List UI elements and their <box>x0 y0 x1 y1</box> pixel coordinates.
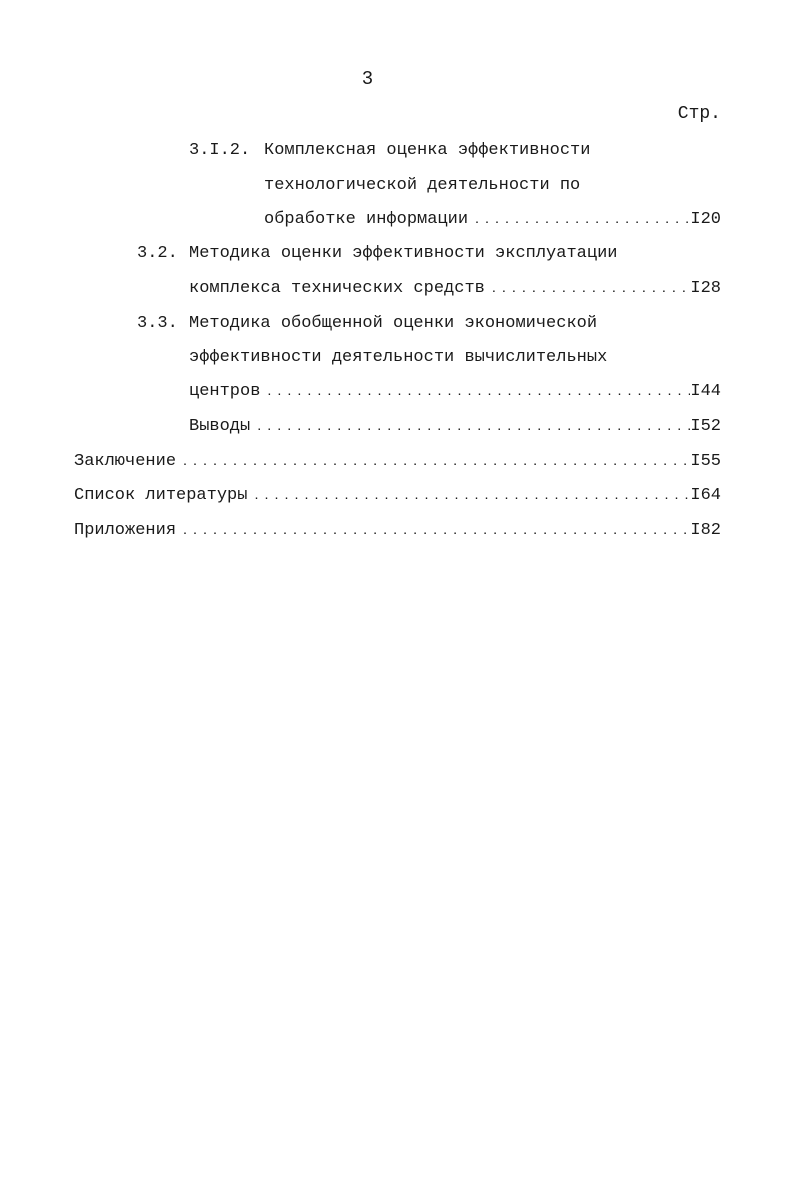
toc-entry-title-line: обработке информации <box>264 210 469 229</box>
toc-entry-title-line: Комплексная оценка эффективности <box>264 141 591 160</box>
toc-entry-title-line: Заключение <box>74 452 177 471</box>
toc-entry-page: I82 <box>690 521 721 540</box>
page-column-label: Стр. <box>677 104 721 124</box>
toc-entry-number: 3.I.2. <box>189 141 251 160</box>
toc-entry-leader-line <box>264 209 721 231</box>
toc-entry-page: I44 <box>690 382 721 401</box>
toc-entry-conclusions-chapter[interactable] <box>189 416 721 438</box>
toc-entry-title-line: Приложения <box>74 521 177 540</box>
dot-leader <box>176 451 690 473</box>
toc-entry-title-line: Методика обобщенной оценки экономической <box>189 314 598 333</box>
dot-leader <box>176 520 690 542</box>
dot-leader <box>485 278 691 300</box>
dot-leader <box>260 381 690 403</box>
toc-entry-page: I64 <box>690 486 721 505</box>
toc-entry-leader-line <box>189 278 721 300</box>
toc-entry-title-line: Методика оценки эффективности эксплуатации <box>189 244 618 263</box>
toc-entry-conclusion[interactable] <box>74 451 721 473</box>
toc-entry-bibliography[interactable] <box>74 485 721 507</box>
toc-entry-appendices[interactable] <box>74 520 721 542</box>
toc-entry-page: I28 <box>690 279 721 298</box>
toc-entry-title-line: технологической деятельности по <box>264 176 581 195</box>
dot-leader <box>247 485 690 507</box>
toc-entry-leader-line <box>189 381 721 403</box>
toc-entry-page: I52 <box>690 417 721 436</box>
toc-entry-title-line: центров <box>189 382 261 401</box>
dot-leader <box>250 416 690 438</box>
toc-entry-title-line: комплекса технических средств <box>189 279 485 298</box>
page-number: 3 <box>361 68 374 90</box>
toc-entry-number: 3.3. <box>137 314 178 333</box>
toc-entry-page: I20 <box>690 210 721 229</box>
toc-entry-title-line: эффективности деятельности вычислительных <box>189 348 608 367</box>
toc-entry-title-line: Список литературы <box>74 486 248 505</box>
toc-entry-title-line: Выводы <box>189 417 251 436</box>
toc-entry-page: I55 <box>690 452 721 471</box>
dot-leader <box>468 209 690 231</box>
toc-entry-number: 3.2. <box>137 244 178 263</box>
